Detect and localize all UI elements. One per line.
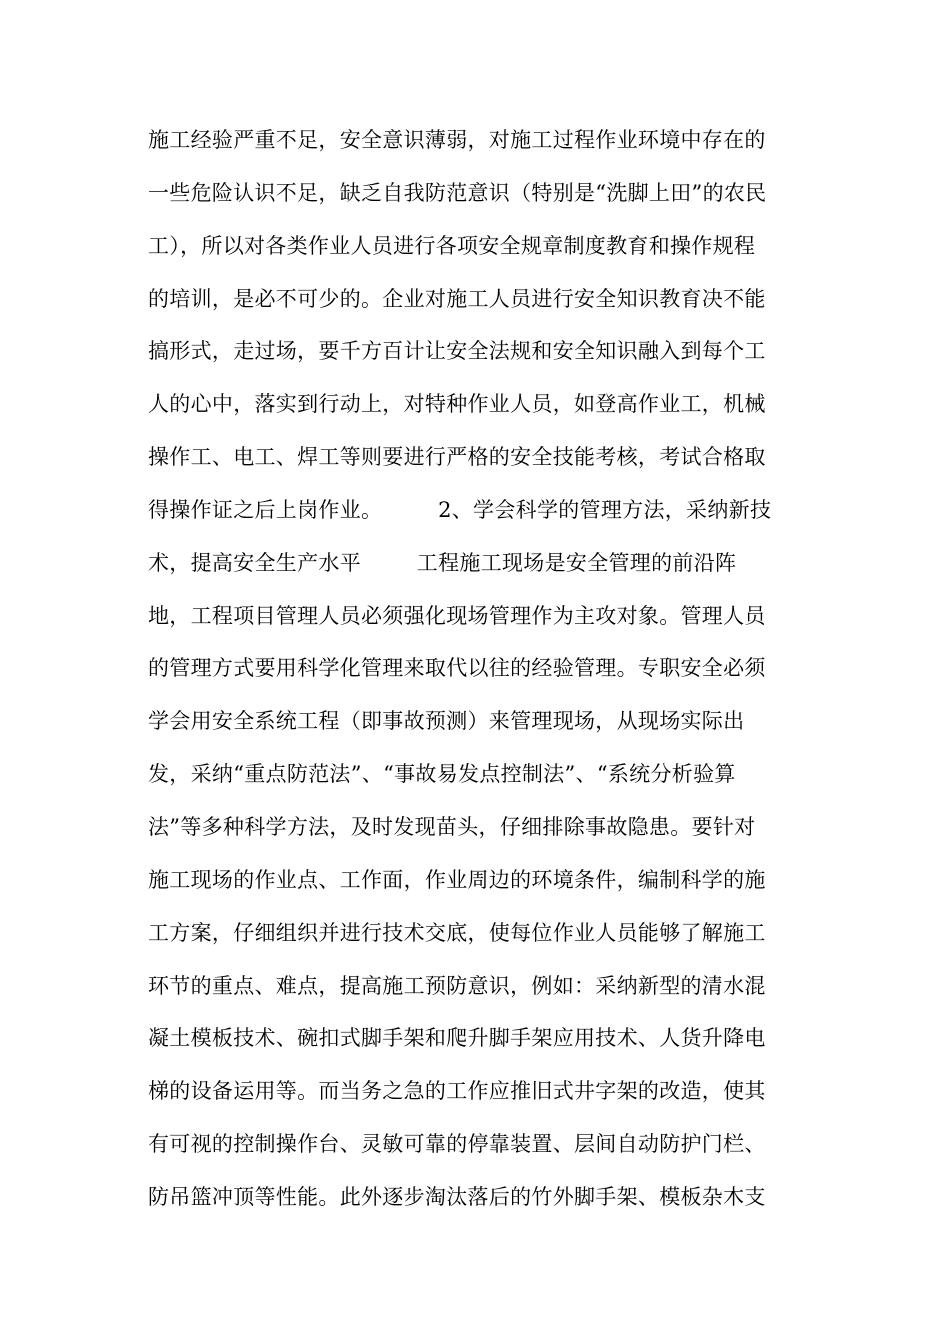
text-line: 法”等多种科学方法，及时发现苗头，仔细排除事故隐患。要针对 [148, 814, 756, 839]
text-line: 的管理方式要用科学化管理来取代以往的经验管理。专职安全必须 [148, 656, 766, 681]
text-line: 发，采纳“重点防范法”、“事故易发点控制法”、“系统分析验算 [148, 762, 736, 787]
text-line: 操作工、电工、焊工等则要进行严格的安全技能考核，考试合格取 [148, 445, 766, 470]
text-line: 工），所以对各类作业人员进行各项安全规章制度教育和操作规程 [148, 233, 756, 258]
text-line: 凝土模板技术、碗扣式脚手架和爬升脚手架应用技术、人货升降电 [148, 1026, 766, 1051]
text-line: 得操作证之后上岗作业。 2、学会科学的管理方法，采纳新技 [148, 497, 772, 522]
text-line: 工方案，仔细组织并进行技术交底，使每位作业人员能够了解施工 [148, 920, 766, 945]
text-line: 的培训，是必不可少的。企业对施工人员进行安全知识教育决不能 [148, 286, 766, 311]
text-line: 防吊篮冲顶等性能。此外逐步淘汰落后的竹外脚手架、模板杂木支 [148, 1184, 766, 1209]
text-line: 有可视的控制操作台、灵敏可靠的停靠装置、层间自动防护门栏、 [148, 1132, 766, 1157]
body-text [148, 114, 808, 1224]
text-line: 施工经验严重不足，安全意识薄弱，对施工过程作业环境中存在的 [148, 128, 766, 152]
text-line: 地，工程项目管理人员必须强化现场管理作为主攻对象。管理人员 [148, 603, 766, 628]
text-line: 施工现场的作业点、工作面，作业周边的环境条件，编制科学的施 [148, 867, 766, 892]
text-line: 人的心中，落实到行动上，对特种作业人员，如登高作业工，机械 [148, 392, 766, 417]
text-line: 术，提高安全生产水平 工程施工现场是安全管理的前沿阵 [148, 550, 737, 575]
text-line: 环节的重点、难点，提高施工预防意识，例如：采纳新型的清水混 [148, 973, 766, 998]
text-line: 一些危险认识不足，缺乏自我防范意识（特别是“洗脚上田”的农民 [148, 180, 767, 205]
text-line: 梯的设备运用等。而当务之急的工作应推旧式井字架的改造，使其 [148, 1079, 766, 1104]
text-line: 学会用安全系统工程（即事故预测）来管理现场，从现场实际出 [148, 709, 745, 734]
text-line: 搞形式，走过场，要千方百计让安全法规和安全知识融入到每个工 [148, 339, 766, 364]
